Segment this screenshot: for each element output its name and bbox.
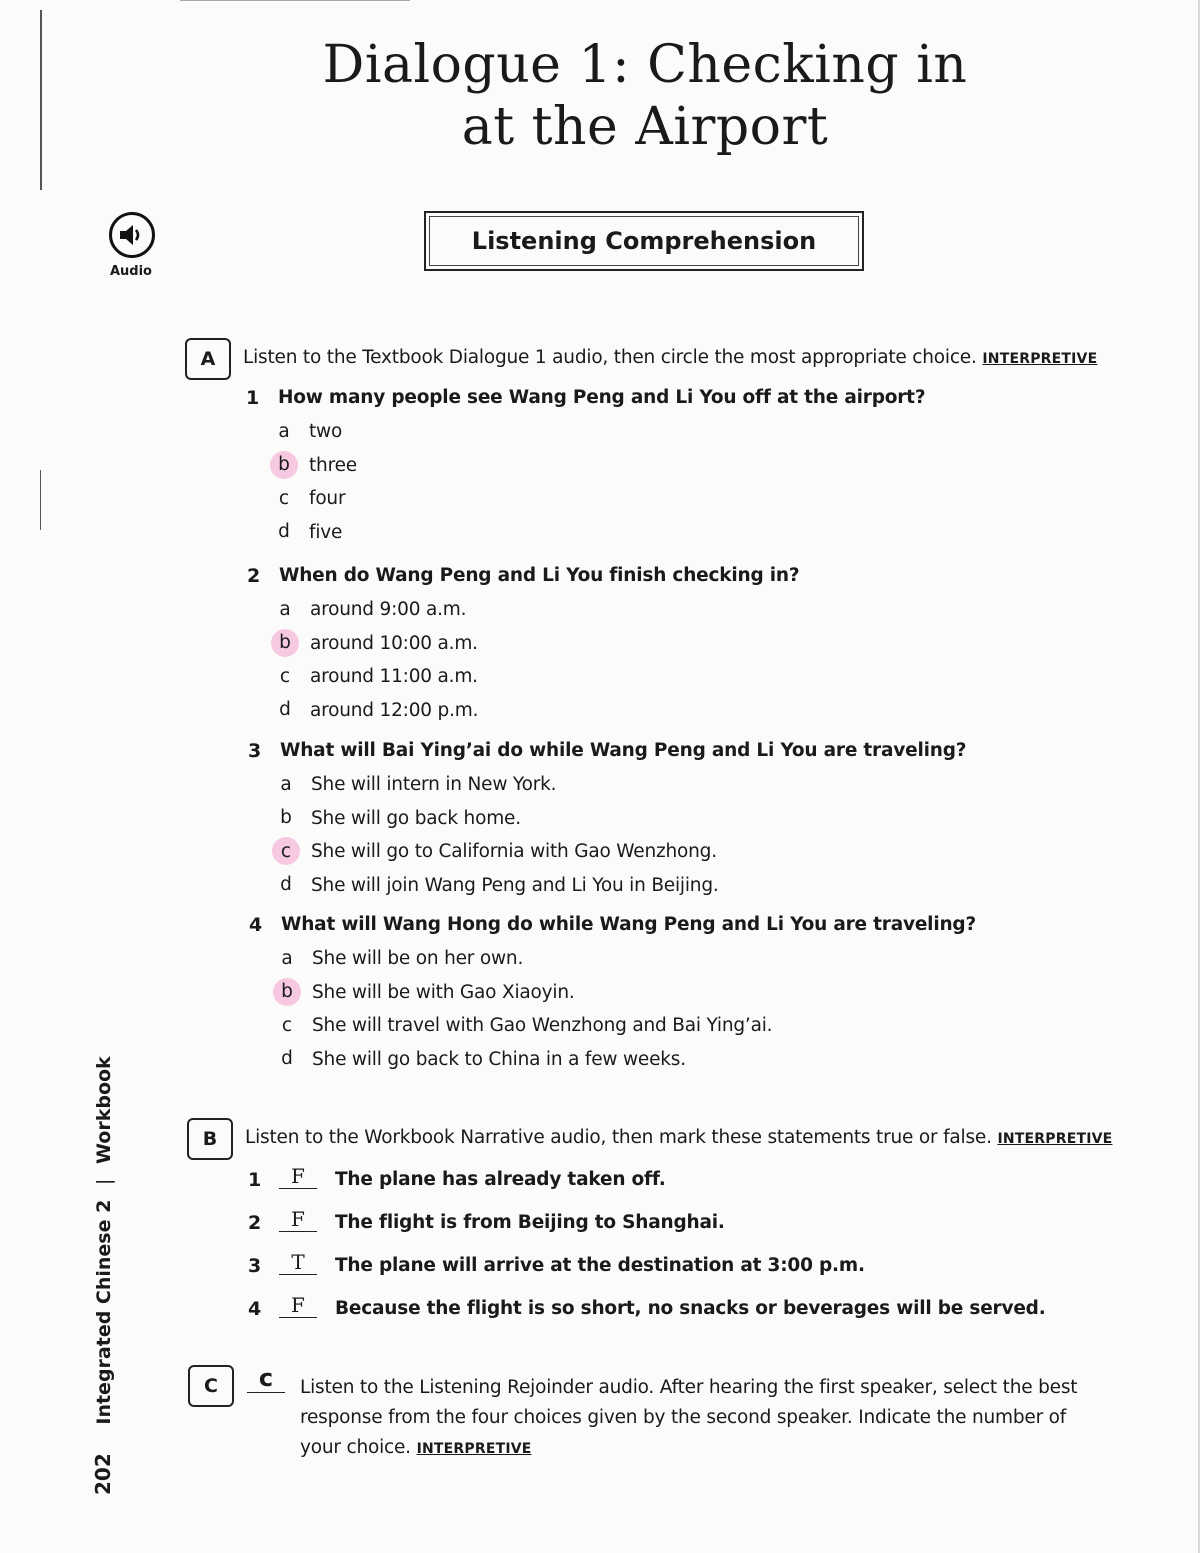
option-letter[interactable]: a — [278, 420, 290, 442]
binder-edge-mark — [40, 10, 42, 190]
statement-number: 4 — [248, 1298, 262, 1320]
page-title — [300, 34, 990, 158]
true-false-answer-blank[interactable]: F — [279, 1207, 317, 1232]
option-text: two — [309, 421, 343, 442]
question-number: 4 — [249, 914, 263, 936]
section-heading: Listening Comprehension — [429, 216, 859, 266]
title-line-2: at the Airport — [461, 97, 829, 157]
statement-text: The plane will arrive at the destination at 3:00 p.m. — [335, 1255, 865, 1276]
footer-separator: | — [93, 1178, 115, 1186]
option-letter[interactable]: d — [280, 874, 292, 895]
section-a-letter: A — [185, 338, 231, 380]
section-c-letter: C — [188, 1365, 234, 1407]
option-text: around 12:00 p.m. — [310, 699, 479, 721]
section-c-instructions — [300, 1373, 1090, 1464]
page-edge-mark — [180, 0, 410, 1]
statement-number: 3 — [248, 1255, 262, 1277]
section-heading-box — [424, 211, 864, 271]
true-false-answer-blank[interactable]: F — [279, 1164, 317, 1189]
question-number: 3 — [248, 740, 262, 762]
option-text: five — [309, 521, 343, 543]
true-false-answer-blank[interactable]: T — [279, 1250, 317, 1275]
question-text: When do Wang Peng and Li You finish checking in? — [279, 565, 800, 586]
option-text: She will join Wang Peng and Li You in Beijing. — [311, 874, 719, 896]
option-text: She will be with Gao Xiaoyin. — [312, 981, 575, 1003]
question-number: 2 — [247, 565, 261, 587]
question-text: How many people see Wang Peng and Li You off at the airport? — [278, 387, 926, 408]
section-c-answer-blank[interactable]: c — [247, 1364, 285, 1393]
section-b-instruction-text: Listen to the Workbook Narrative audio, then mark these statements true or false. — [245, 1127, 992, 1148]
option-letter[interactable]: c — [278, 487, 290, 509]
section-a-instructions — [243, 343, 1097, 374]
option-text: three — [309, 454, 357, 476]
question-text: What will Wang Hong do while Wang Peng and Li You are traveling? — [281, 914, 977, 935]
title-line-1: Dialogue 1: Checking in — [322, 35, 968, 95]
option-letter[interactable]: d — [281, 1048, 293, 1069]
option-text: four — [309, 488, 346, 509]
section-b-letter: B — [187, 1118, 233, 1160]
option-letter[interactable]: c — [281, 1014, 293, 1036]
statement-number: 2 — [248, 1212, 262, 1234]
statement-text: The plane has already taken off. — [335, 1169, 666, 1190]
option-text: She will go to California with Gao Wenzhong. — [311, 841, 717, 862]
page-number: 202 — [91, 1453, 115, 1495]
section-a-skill-tag: INTERPRETIVE — [982, 351, 1098, 367]
option-letter[interactable]: b — [280, 807, 292, 828]
page-footer — [91, 1056, 115, 1495]
section-b-skill-tag: INTERPRETIVE — [997, 1131, 1113, 1147]
option-text: She will be on her own. — [312, 948, 524, 969]
option-letter[interactable]: c — [279, 665, 291, 687]
book-title: Integrated Chinese 2 — [93, 1199, 115, 1425]
option-letter-circled[interactable]: b — [270, 451, 298, 479]
section-c-instruction-text: Listen to the Listening Rejoinder audio. After hearing the first speaker, select the best response from the four choices given by the second speaker. Indicate the number of your choice. — [300, 1377, 1078, 1458]
option-text: around 9:00 a.m. — [310, 599, 467, 620]
option-letter[interactable]: a — [280, 773, 292, 795]
option-letter[interactable]: a — [281, 947, 293, 969]
section-a-instruction-text: Listen to the Textbook Dialogue 1 audio, then circle the most appropriate choice. — [243, 347, 977, 368]
option-letter-circled[interactable]: b — [273, 978, 301, 1006]
option-letter[interactable]: d — [278, 521, 290, 542]
audio-button[interactable] — [106, 212, 158, 279]
question-text: What will Bai Ying’ai do while Wang Peng and Li You are traveling? — [280, 740, 967, 761]
binder-edge-mark — [40, 470, 41, 530]
statement-number: 1 — [248, 1169, 262, 1191]
option-text: She will intern in New York. — [311, 774, 557, 795]
book-part: Workbook — [93, 1056, 115, 1164]
speaker-icon — [109, 212, 155, 258]
question-number: 1 — [246, 387, 260, 409]
option-letter-circled[interactable]: b — [271, 629, 299, 657]
statement-text: Because the flight is so short, no snacks or beverages will be served. — [335, 1298, 1046, 1319]
option-letter[interactable]: d — [279, 699, 291, 720]
option-text: She will travel with Gao Wenzhong and Bai Ying’ai. — [312, 1015, 773, 1036]
section-c-skill-tag: INTERPRETIVE — [416, 1441, 532, 1457]
true-false-answer-blank[interactable]: F — [279, 1293, 317, 1318]
option-letter[interactable]: a — [279, 598, 291, 620]
statement-text: The flight is from Beijing to Shanghai. — [335, 1212, 725, 1233]
option-letter-circled[interactable]: c — [272, 837, 300, 865]
option-text: around 10:00 a.m. — [310, 632, 478, 654]
section-b-instructions — [245, 1123, 1112, 1154]
option-text: around 11:00 a.m. — [310, 666, 478, 687]
option-text: She will go back home. — [311, 807, 521, 829]
option-text: She will go back to China in a few weeks. — [312, 1048, 686, 1070]
audio-label: Audio — [109, 264, 152, 279]
